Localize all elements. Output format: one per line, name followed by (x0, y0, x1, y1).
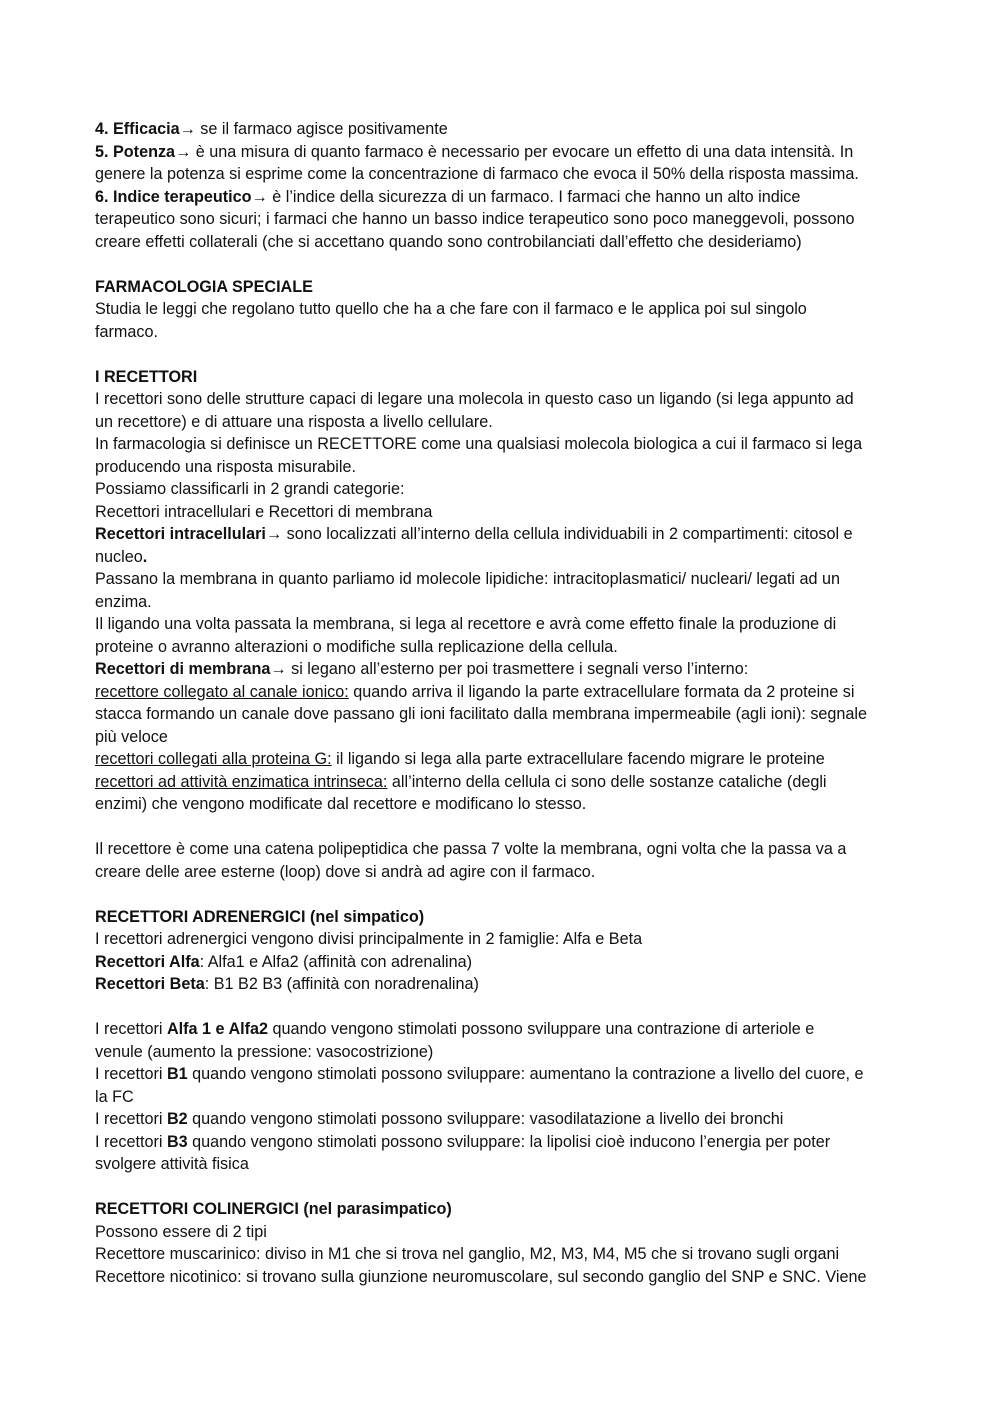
intracellulari-continuation (95, 546, 915, 569)
paragraph-line: Il ligando una volta passata la membrana, si lega al recettore e avrà come effetto finale la produzione di (95, 615, 837, 633)
b2-text: quando vengono stimolati possono sviluppare: vasodilatazione a livello dei bronchi (187, 1110, 784, 1128)
paragraph-line: I recettori sono delle strutture capaci di legare una molecola in questo caso un ligando (si lega appunto ad (95, 390, 854, 408)
canale-ionico-text: quando arriva il ligando la parte extracellulare formata da 2 proteine si (348, 682, 855, 701)
paragraph-line: più veloce (95, 727, 168, 746)
b3-text: quando vengono stimolati possono sviluppare: la lipolisi cioè inducono l’energia per poter (187, 1132, 831, 1151)
paragraph-line: Recettori intracellulari e Recettori di membrana (95, 502, 433, 521)
arrow-icon: → (270, 660, 287, 678)
efficacia-label: 4. Efficacia (95, 120, 180, 138)
paragraph-line: Passano la membrana in quanto parliamo id molecole lipidiche: intracitoplasmatici/ nucleari/ legati ad un (95, 570, 841, 588)
section-heading-colinergici (95, 1198, 915, 1221)
indice-label: 6. Indice terapeutico (95, 187, 252, 206)
paragraph-line: Studia le leggi che regolano tutto quello che ha a che fare con il farmaco e le applica poi sul singolo (95, 300, 807, 318)
paragraph-line: Il recettore è come una catena polipeptidica che passa 7 volte la membrana, ogni volta che la passa va a (95, 840, 847, 858)
enzimatica-line (95, 771, 915, 794)
alfa12-line (95, 1018, 915, 1041)
spacer (95, 253, 915, 276)
potenza-line (95, 141, 915, 164)
heading-text: I RECETTORI (95, 367, 198, 386)
paragraph-line: enzima. (95, 592, 152, 611)
intracellulari-label: Recettori intracellulari (95, 525, 266, 543)
arrow-icon: → (251, 187, 268, 206)
paragraph-line: Recettore muscarinico: diviso in M1 che si trova nel ganglio, M2, M3, M4, M5 che si trovano sugli organi (95, 1245, 840, 1263)
proteina-g-text: il ligando si lega alla parte extracellulare facendo migrare le proteine (331, 750, 825, 768)
spacer (95, 883, 915, 906)
heading-text: FARMACOLOGIA SPECIALE (95, 277, 313, 296)
indice-continuation-2: creare effetti collaterali (che si accettano quando sono controbilanciati dall’effetto che desideriamo) (95, 232, 802, 251)
prefix-text: I recettori (95, 1132, 167, 1151)
paragraph-line: stacca formando un canale dove passano gli ioni facilitato dalla membrana impermeabile (agli ioni): segnale (95, 705, 868, 723)
heading-text: RECETTORI ADRENERGICI (nel simpatico) (95, 907, 425, 926)
section-heading-adrenergici (95, 906, 915, 929)
b2-line (95, 1108, 915, 1131)
paragraph-line: un recettore) e di attuare una risposta a livello cellulare. (95, 412, 493, 431)
indice-line (95, 186, 915, 209)
prefix-text: I recettori (95, 1065, 167, 1083)
heading-text: RECETTORI COLINERGICI (nel parasimpatico) (95, 1200, 452, 1218)
alfa12-label: Alfa 1 e Alfa2 (166, 1020, 269, 1038)
proteina-g-line (95, 748, 915, 771)
paragraph-line: producendo una risposta misurabile. (95, 457, 356, 476)
paragraph-line: Recettore nicotinico: si trovano sulla giunzione neuromuscolare, sul secondo ganglio del SNP e SNC. Viene (95, 1267, 867, 1286)
paragraph-line: proteine o avranno alterazioni o modifiche sulla replicazione della cellula. (95, 637, 618, 656)
proteina-g-label: recettori collegati alla proteina G: (95, 750, 332, 768)
intracellulari-text: sono localizzati all’interno della cellula individuabili in 2 compartimenti: citosol e (282, 525, 853, 543)
beta-text: : B1 B2 B3 (affinità con noradrenalina) (204, 975, 479, 993)
paragraph-line: In farmacologia si definisce un RECETTORE come una qualsiasi molecola biologica a cui il farmaco si lega (95, 435, 863, 453)
spacer (95, 343, 915, 366)
membrana-label: Recettori di membrana (95, 660, 271, 678)
spacer (95, 996, 915, 1019)
potenza-label: 5. Potenza (95, 142, 176, 161)
paragraph-line: Possiamo classificarli in 2 grandi categorie: (95, 480, 405, 498)
alfa-label: Recettori Alfa (95, 952, 200, 971)
b3-label: B3 (166, 1132, 188, 1151)
b1-label: B1 (166, 1065, 188, 1083)
b1-text: quando vengono stimolati possono sviluppare: aumentano la contrazione a livello del cuore, e (187, 1065, 864, 1083)
canale-ionico-line (95, 681, 915, 704)
efficacia-text: se il farmaco agisce positivamente (195, 120, 448, 138)
alfa-text: : Alfa1 e Alfa2 (affinità con adrenalina) (199, 952, 473, 971)
paragraph-line: la FC (95, 1087, 134, 1106)
b2-label: B2 (166, 1110, 188, 1128)
paragraph-line: Possono essere di 2 tipi (95, 1222, 267, 1241)
prefix-text: I recettori (95, 1110, 167, 1128)
enzimatica-text: all’interno della cellula ci sono delle sostanze cataliche (degli (387, 772, 827, 791)
arrow-icon: → (265, 525, 283, 543)
indice-continuation-1: terapeutico sono sicuri; i farmaci che hanno un basso indice terapeutico sono poco maneggevoli, possono (95, 210, 855, 228)
prefix-text: I recettori (95, 1020, 167, 1038)
spacer (95, 1176, 915, 1199)
period: . (142, 547, 148, 566)
paragraph-line: venule (aumento la pressione: vasocostrizione) (95, 1042, 434, 1061)
paragraph-line: creare delle aree esterne (loop) dove si andrà ad agire con il farmaco. (95, 862, 596, 881)
beta-label: Recettori Beta (95, 975, 205, 993)
canale-ionico-label: recettore collegato al canale ionico: (95, 682, 349, 701)
alfa12-text: quando vengono stimolati possono sviluppare una contrazione di arteriole e (268, 1020, 815, 1038)
spacer (95, 816, 915, 839)
membrana-text: si legano all’esterno per poi trasmettere i segnali verso l’interno: (286, 660, 749, 678)
arrow-icon: → (179, 120, 196, 138)
section-heading-farmacologia-speciale (95, 276, 915, 299)
b1-line (95, 1063, 915, 1086)
intracellulari-line (95, 523, 915, 546)
potenza-continuation: genere la potenza si esprime come la concentrazione di farmaco che evoca il 50% della risposta massima. (95, 165, 859, 183)
membrana-line (95, 658, 915, 681)
efficacia-line (95, 118, 915, 141)
paragraph-line: I recettori adrenergici vengono divisi principalmente in 2 famiglie: Alfa e Beta (95, 930, 643, 948)
paragraph-line: svolgere attività fisica (95, 1155, 249, 1173)
alfa-line (95, 951, 915, 974)
continuation-text: nucleo (95, 547, 143, 566)
paragraph-line: enzimi) che vengono modificate dal recettore e modificano lo stesso. (95, 795, 587, 813)
b3-line (95, 1131, 915, 1154)
arrow-icon: → (175, 142, 192, 161)
indice-text: è l’indice della sicurezza di un farmaco. I farmaci che hanno un alto indice (267, 187, 801, 206)
document-page (95, 118, 915, 1288)
section-heading-recettori (95, 366, 915, 389)
paragraph-line: farmaco. (95, 322, 158, 341)
enzimatica-label: recettori ad attività enzimatica intrinseca: (95, 772, 388, 791)
beta-line (95, 973, 915, 996)
potenza-text: è una misura di quanto farmaco è necessario per evocare un effetto di una data intensità. In (191, 142, 854, 161)
